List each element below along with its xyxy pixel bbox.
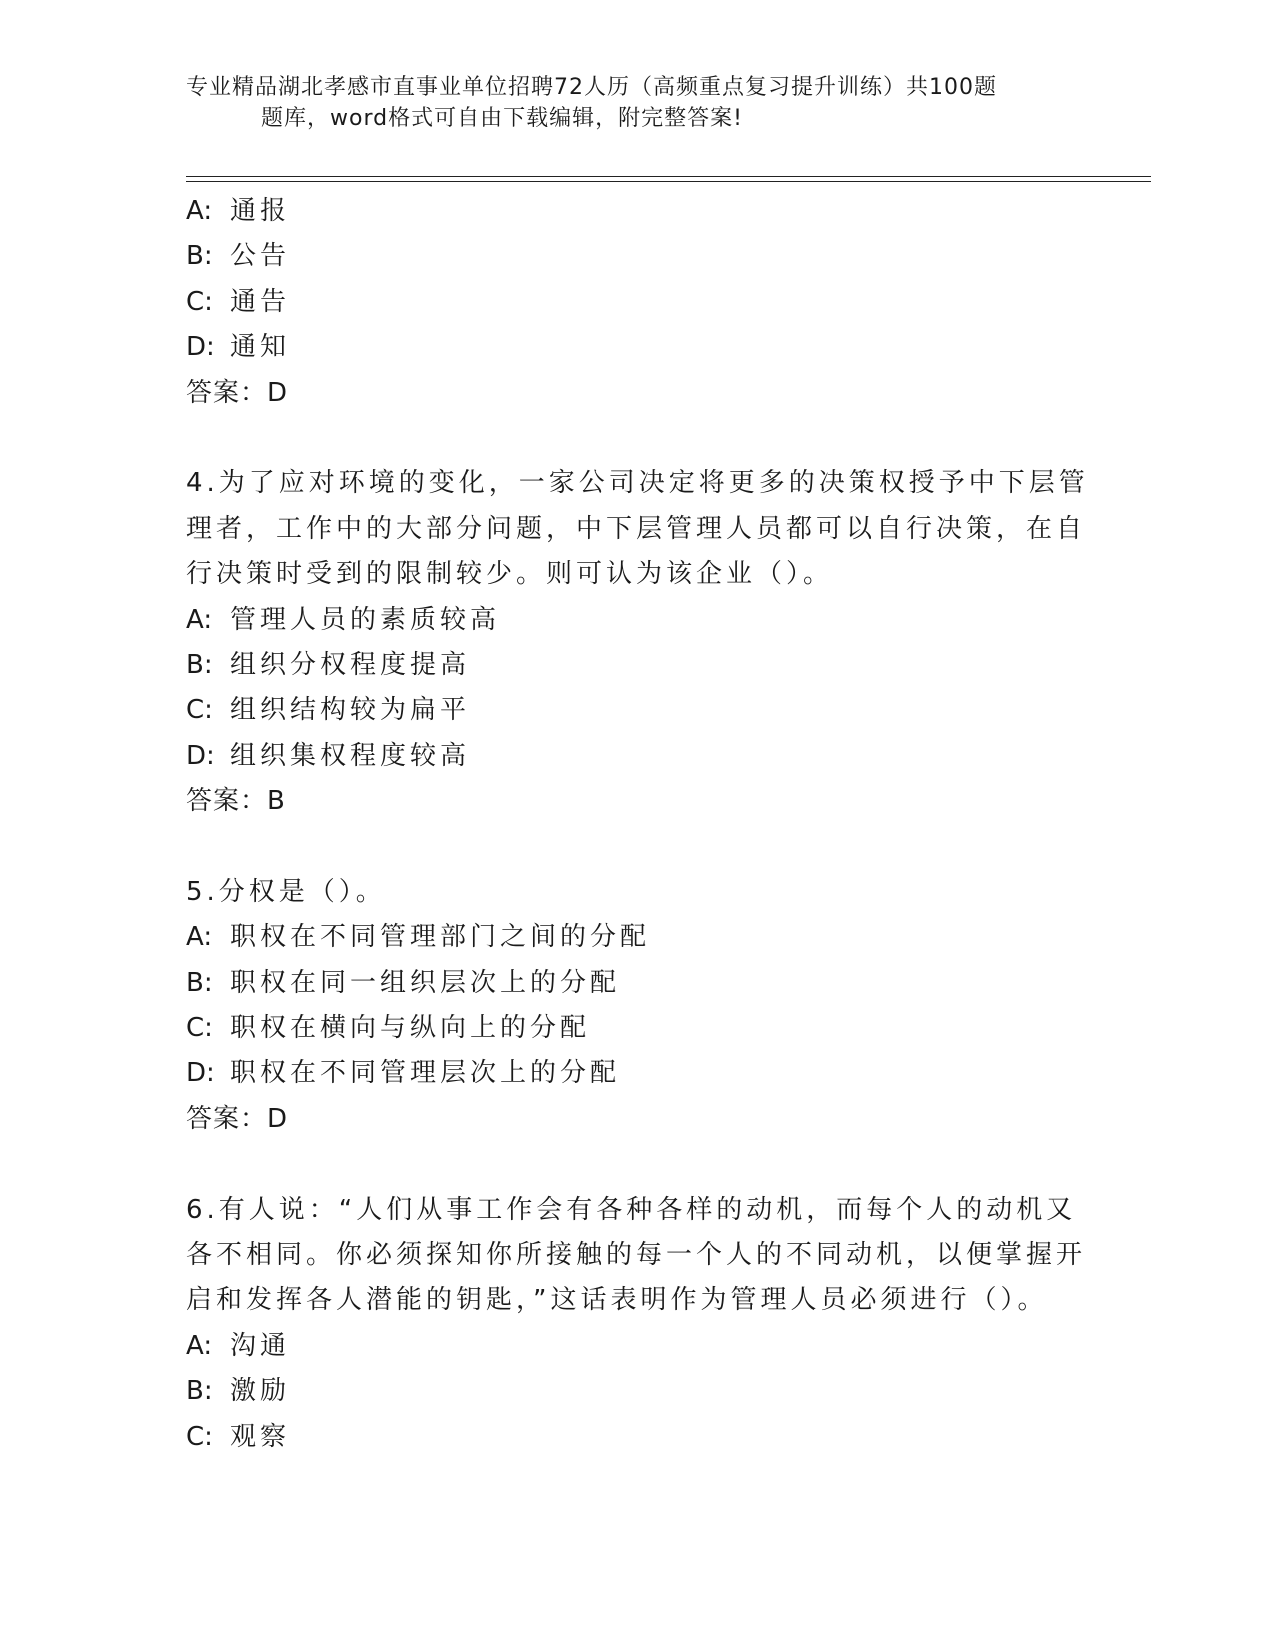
answer: 答案：D [186, 377, 289, 408]
option-text: 通报 [230, 196, 291, 226]
answer: 答案：D [186, 1103, 289, 1134]
option-key: A: [186, 604, 213, 635]
option-text: 激励 [230, 1376, 291, 1407]
option-text: 沟通 [230, 1330, 291, 1361]
option-b [186, 961, 1086, 1006]
option-key: A: [186, 196, 213, 226]
question-line: 各不相同。你必须探知你所接触的每一个人的不同动机，以便掌握开 [186, 1240, 1087, 1271]
option-b [186, 1369, 1086, 1414]
question-line: 启和发挥各人潜能的钥匙，”这话表明作为管理人员必须进行（）。 [186, 1285, 1048, 1316]
header-title-line2: 题库，word格式可自由下载编辑，附完整答案! [261, 106, 743, 131]
option-c [186, 688, 1086, 733]
option-b [186, 643, 1086, 688]
option-a [186, 1324, 1086, 1369]
option-key: C: [186, 1013, 213, 1044]
option-text: 组织结构较为扁平 [230, 695, 471, 726]
question-6 [186, 1188, 1086, 1460]
question-5 [186, 870, 1086, 1142]
question-line: 理者，工作中的大部分问题，中下层管理人员都可以自行决策，在自 [186, 513, 1087, 544]
option-c [186, 1415, 1086, 1460]
option-d [186, 734, 1086, 779]
option-key: D: [186, 1058, 215, 1089]
option-text: 组织分权程度提高 [230, 649, 471, 680]
question-4 [186, 461, 1089, 824]
option-text: 公告 [230, 241, 291, 272]
option-text: 职权在同一组织层次上的分配 [230, 967, 621, 998]
question-line: 行决策时受到的限制较少。则可认为该企业（）。 [186, 559, 834, 590]
question-line: 4.为了应对环境的变化，一家公司决定将更多的决策权授予中下层管 [186, 468, 1089, 499]
option-key: C: [186, 1421, 213, 1452]
option-key: B: [186, 1376, 213, 1407]
question-3 [186, 189, 1086, 416]
option-key: D: [186, 332, 215, 363]
option-a [186, 598, 1086, 643]
question-text [186, 1188, 1086, 1324]
answer: 答案：B [186, 786, 286, 817]
header-divider-bottom [186, 181, 1151, 182]
question-line: 6.有人说：“人们从事工作会有各种各样的动机，而每个人的动机又 [186, 1194, 1077, 1225]
question-text [186, 870, 1086, 915]
option-b [186, 234, 1086, 279]
option-text: 观察 [230, 1421, 291, 1452]
option-text: 职权在不同管理层次上的分配 [230, 1058, 621, 1089]
option-d [186, 325, 1086, 370]
option-d [186, 1051, 1086, 1096]
option-key: B: [186, 241, 213, 272]
header-title-line1: 专业精品湖北孝感市直事业单位招聘72人历（高频重点复习提升训练）共100题 [186, 75, 997, 100]
option-key: D: [186, 740, 215, 771]
header-divider-top [186, 176, 1151, 177]
page-header [186, 72, 1086, 134]
option-c [186, 1006, 1086, 1051]
option-key: B: [186, 967, 213, 998]
option-a [186, 189, 1086, 234]
option-text: 组织集权程度较高 [230, 740, 471, 771]
option-text: 职权在横向与纵向上的分配 [230, 1013, 591, 1044]
option-c [186, 280, 1086, 325]
option-key: A: [186, 922, 213, 953]
option-key: A: [186, 1330, 213, 1361]
option-key: C: [186, 286, 213, 317]
option-text: 管理人员的素质较高 [230, 604, 501, 635]
option-key: B: [186, 649, 213, 680]
question-list [186, 189, 1089, 1460]
option-text: 职权在不同管理部门之间的分配 [230, 922, 651, 953]
question-text [186, 461, 1089, 597]
option-text: 通告 [230, 286, 291, 317]
option-key: C: [186, 695, 213, 726]
option-a [186, 915, 1086, 960]
option-text: 通知 [230, 332, 291, 363]
question-line: 5.分权是（）。 [186, 876, 386, 907]
